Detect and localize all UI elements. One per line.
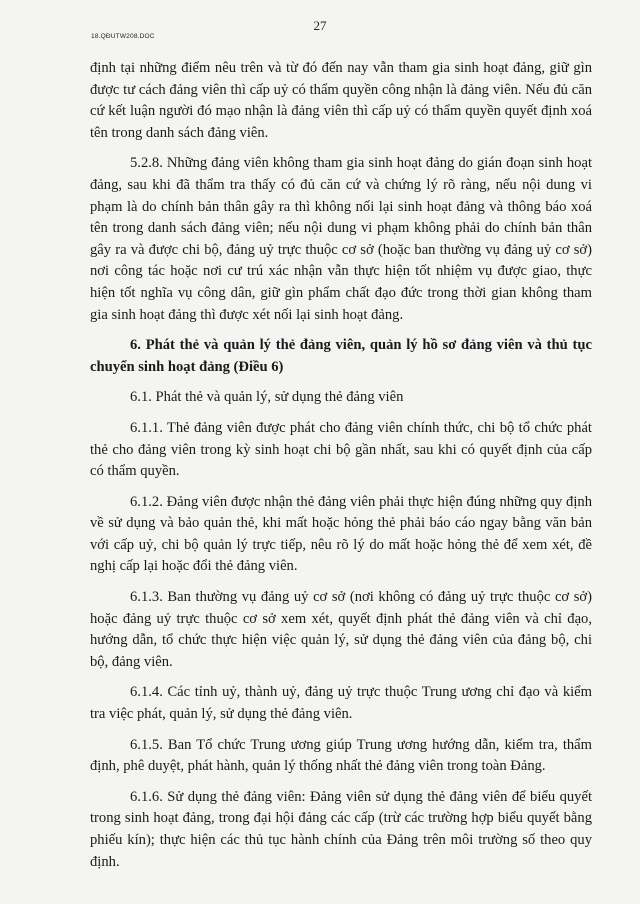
document-code: 18.QĐUTW208.DOC [91, 33, 155, 40]
paragraph-6-1-3: 6.1.3. Ban thường vụ đảng uỷ cơ sở (nơi không có đảng uỷ trực thuộc cơ sở) hoặc đảng uỷ trực thuộc cơ sở xem xét, quyết định phát thẻ đảng viên và chỉ đạo, hướng dẫn, tổ chức thực hiện việc quản lý, sử dụng thẻ đảng viên của đảng bộ, chi bộ, đảng viên. [90, 589, 592, 670]
paragraph-continuation: định tại những điểm nêu trên và từ đó đến nay vẫn tham gia sinh hoạt đảng, giữ gìn được tư cách đảng viên thì cấp uỷ có thẩm quyền công nhận là đảng viên. Nếu đủ căn cứ kết luận người đó mạo nhận là đảng viên thì cấp uỷ có thẩm quyền quyết định xoá tên trong danh sách đảng viên. [90, 60, 592, 141]
paragraph-5-2-8: 5.2.8. Những đảng viên không tham gia sinh hoạt đảng do gián đoạn sinh hoạt đảng, sau khi đã thẩm tra thấy có đủ căn cứ và chứng lý rõ ràng, nếu nội dung vi phạm là do chính bản thân gây ra thì không nối lại sinh hoạt đảng và thông báo xoá tên trong danh sách đảng viên; nếu nội dung vi phạm không phải do chính bản thân gây ra và được chi bộ, đảng uỷ trực thuộc cơ sở (hoặc ban thường vụ đảng uỷ cơ sở) nơi công tác hoặc nơi cư trú xác nhận vẫn thực hiện tốt nhiệm vụ được giao, thực hiện tốt nghĩa vụ công dân, giữ gìn phẩm chất đạo đức trong thời gian không tham gia sinh hoạt đảng thì được xét nối lại sinh hoạt đảng. [90, 155, 592, 323]
page-number: 27 [313, 18, 327, 33]
section-heading-6: 6. Phát thẻ và quản lý thẻ đảng viên, quản lý hồ sơ đảng viên và thủ tục chuyển sinh hoạt đảng (Điều 6) [90, 337, 592, 375]
paragraph-6-1-6: 6.1.6. Sử dụng thẻ đảng viên: Đảng viên sử dụng thẻ đảng viên để biểu quyết trong sinh hoạt đảng, trong đại hội đảng các cấp (trừ các trường hợp biểu quyết bằng phiếu kín); thực hiện các thủ tục hành chính của Đảng trên môi trường số theo quy định. [90, 788, 592, 870]
paragraph-6-1-2: 6.1.2. Đảng viên được nhận thẻ đảng viên phải thực hiện đúng những quy định về sử dụng và bảo quản thẻ, khi mất hoặc hỏng thẻ phải báo cáo ngay bằng văn bản với cấp uỷ, chi bộ quản lý trực tiếp, nêu rõ lý do mất hoặc hỏng thẻ để xem xét, đề nghị cấp lại hoặc đổi thẻ đảng viên. [90, 493, 592, 575]
subsection-heading-6-1: 6.1. Phát thẻ và quản lý, sử dụng thẻ đảng viên [130, 389, 404, 406]
document-body [90, 58, 592, 882]
paragraph-6-1-1: 6.1.1. Thẻ đảng viên được phát cho đảng viên chính thức, chi bộ tổ chức phát thẻ cho đảng viên trong kỳ sinh hoạt chi bộ gần nhất, sau khi có quyết định của cấp có thẩm quyền. [90, 419, 592, 480]
paragraph-6-1-4: 6.1.4. Các tỉnh uỷ, thành uỷ, đảng uỷ trực thuộc Trung ương chỉ đạo và kiểm tra việc phát, quản lý, sử dụng thẻ đảng viên. [90, 684, 592, 723]
paragraph-6-1-5: 6.1.5. Ban Tổ chức Trung ương giúp Trung ương hướng dẫn, kiểm tra, thẩm định, phê duyệt, phát hành, quản lý thống nhất thẻ đảng viên trong toàn Đảng. [90, 736, 592, 775]
